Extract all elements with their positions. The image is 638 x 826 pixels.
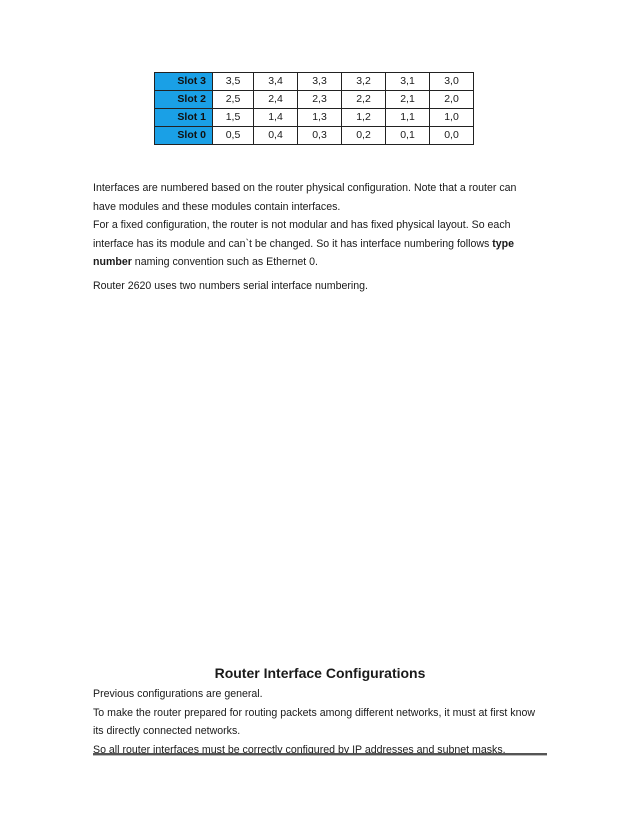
slot-cell: 1,4 (254, 109, 298, 127)
slot-cell: 2,1 (386, 91, 430, 109)
slot-cell: 0,5 (213, 127, 254, 145)
slot-row (155, 109, 474, 127)
slot-cell: 1,3 (298, 109, 342, 127)
config-line1: Previous configurations are general. (93, 688, 263, 700)
p1-line2: have modules and these modules contain interfaces. (93, 200, 341, 213)
slot-row (155, 91, 474, 109)
paragraph-router-2620: Router 2620 uses two numbers serial interface numbering. (93, 280, 368, 292)
slot-row (155, 127, 474, 145)
bold-number: number (93, 256, 132, 269)
footer-rule (93, 753, 547, 756)
slot-cell: 2,0 (430, 91, 474, 109)
slot-cell: 2,5 (213, 91, 254, 109)
slot-cell: 2,2 (342, 91, 386, 109)
slot-label: Slot 1 (155, 109, 213, 127)
slot-cell: 2,3 (298, 91, 342, 109)
slot-cell: 1,5 (213, 109, 254, 127)
section-heading: Router Interface Configurations (214, 665, 426, 681)
paragraph-router-config (93, 685, 563, 759)
p2-line2: interface has its module and can`t be changed. So it has interface numbering follows (93, 237, 493, 250)
config-line4: So all router interfaces must be correctly configured by IP addresses and subnet masks. (93, 743, 506, 756)
config-line3: its directly connected networks. (93, 725, 241, 738)
slot-row (155, 73, 474, 91)
p2-line3: naming convention such as Ethernet 0. (131, 256, 318, 269)
slot-cell: 1,1 (386, 109, 430, 127)
slot-cell: 3,5 (213, 73, 254, 91)
slot-numbering-table (154, 72, 474, 145)
bold-type: type (492, 237, 515, 250)
slot-label: Slot 3 (155, 73, 213, 91)
slot-cell: 2,4 (254, 91, 298, 109)
config-line2: To make the router prepared for routing packets among different networks, it must at first know (93, 706, 536, 719)
slot-cell: 1,2 (342, 109, 386, 127)
slot-cell: 3,4 (254, 73, 298, 91)
slot-cell: 1,0 (430, 109, 474, 127)
slot-cell: 3,0 (430, 73, 474, 91)
slot-cell: 0,4 (254, 127, 298, 145)
p1-line1: Interfaces are numbered based on the router physical configuration. Note that a router can (93, 182, 517, 194)
slot-label: Slot 0 (155, 127, 213, 145)
slot-cell: 3,3 (298, 73, 342, 91)
paragraph-interfaces-numbering (93, 179, 553, 272)
slot-cell: 0,3 (298, 127, 342, 145)
p2-line1: For a fixed configuration, the router is not modular and has fixed physical layout. So each (93, 219, 511, 232)
slot-cell: 3,1 (386, 73, 430, 91)
slot-cell: 3,2 (342, 73, 386, 91)
slot-cell: 0,2 (342, 127, 386, 145)
slot-label: Slot 2 (155, 91, 213, 109)
slot-cell: 0,0 (430, 127, 474, 145)
slot-cell: 0,1 (386, 127, 430, 145)
